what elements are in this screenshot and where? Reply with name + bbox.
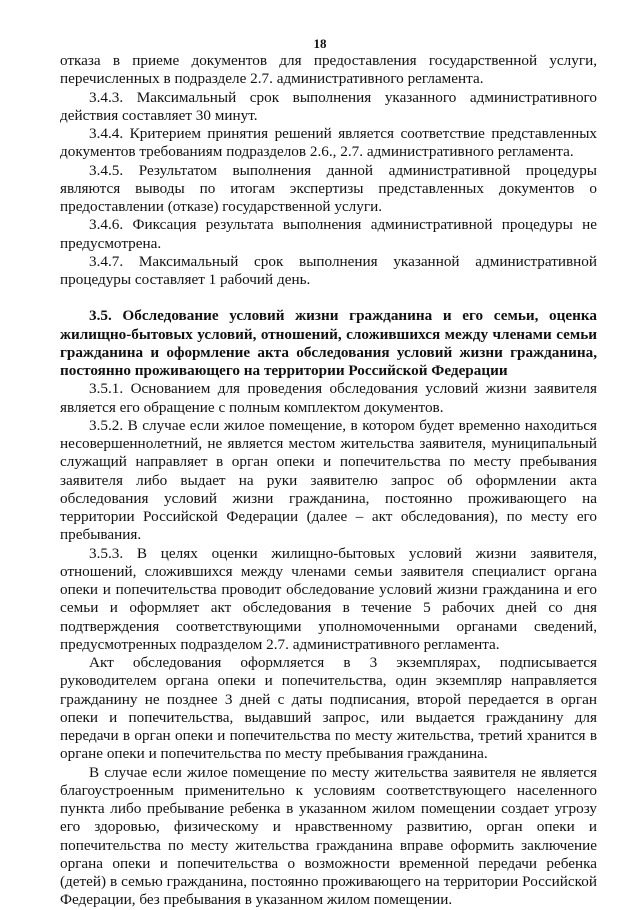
paragraph-3-5-1: 3.5.1. Основанием для проведения обследования условий жизни заявителя является его обращение с полным комплектом документов. [60, 380, 597, 416]
section-heading-3-5: 3.5. Обследование условий жизни гражданина и его семьи, оценка жилищно-бытовых условий, отношений, сложившихся между членами семьи гражданина и оформление акта обследования условий жизни гражданина, постоянно проживающего на территории Российской Федерации [60, 307, 597, 379]
paragraph-3-4-5: 3.4.5. Результатом выполнения данной административной процедуры являются выводы по итогам экспертизы представленных документов о предоставлении (отказе) государственной услуги. [60, 161, 597, 215]
paragraph-3-4-6: 3.4.6. Фиксация результата выполнения административной процедуры не предусмотрена. [60, 216, 597, 252]
paragraph-continuation: отказа в приеме документов для предоставления государственной услуги, перечисленных в подразделе 2.7. административного регламента. [60, 52, 597, 88]
page-number: 18 [313, 36, 327, 51]
paragraph-3-5-3: 3.5.3. В целях оценки жилищно-бытовых условий жизни заявителя, отношений, сложившихся между членами семьи заявителя специалист органа опеки и попечительства проводит обследование условий жизни гражданина и его семьи и оформляет акт обследования в течение 5 рабочих дней со дня подтверждения соответствующими уполномоченными органами сведений, предусмотренных подразделом 2.7. административного регламента. [60, 544, 597, 653]
paragraph-housing-conditions: В случае если жилое помещение по месту жительства заявителя не является благоустроенным применительно к условиям соответствующего населенного пункта либо пребывание ребенка в указанном жилом помещении создает угрозу его здоровью, физическому и нравственному развитию, орган опеки и попечительства по месту жительства гражданина вправе оформить заключение органа опеки и попечительства о возможности временной передачи ребенка (детей) в семью гражданина, постоянно проживающего на территории Российской Федерации, без пребывания в указанном жилом помещении. [60, 763, 597, 909]
paragraph-act-copies: Акт обследования оформляется в 3 экземплярах, подписывается руководителем органа опеки и попечительства, один экземпляр направляется гражданину не позднее 3 дней с даты подписания, второй передается в орган опеки и попечительства, выдавший запрос, или выдается гражданину для передачи в орган опеки и попечительства по месту жительства, третий хранится в органе опеки и попечительства по месту пребывания гражданина. [60, 654, 597, 763]
paragraph-3-4-7: 3.4.7. Максимальный срок выполнения указанной административной процедуры составляет 1 рабочий день. [60, 252, 597, 288]
paragraph-3-4-4: 3.4.4. Критерием принятия решений является соответствие представленных документов требованиям подразделов 2.6., 2.7. административного регламента. [60, 125, 597, 161]
paragraph-3-4-3: 3.4.3. Максимальный срок выполнения указанного административного действия составляет 30 минут. [60, 88, 597, 124]
paragraph-3-5-2: 3.5.2. В случае если жилое помещение, в котором будет временно находиться несовершеннолетний, не является местом жительства заявителя, муниципальный служащий направляет в орган опеки и попечительства по месту пребывания заявителя либо выдает на руки заявителю запрос об оформлении акта обследования условий жизни гражданина, постоянно проживающего на территории Российской Федерации (далее – акт обследования), по месту его пребывания. [60, 416, 597, 544]
document-body [60, 52, 597, 910]
